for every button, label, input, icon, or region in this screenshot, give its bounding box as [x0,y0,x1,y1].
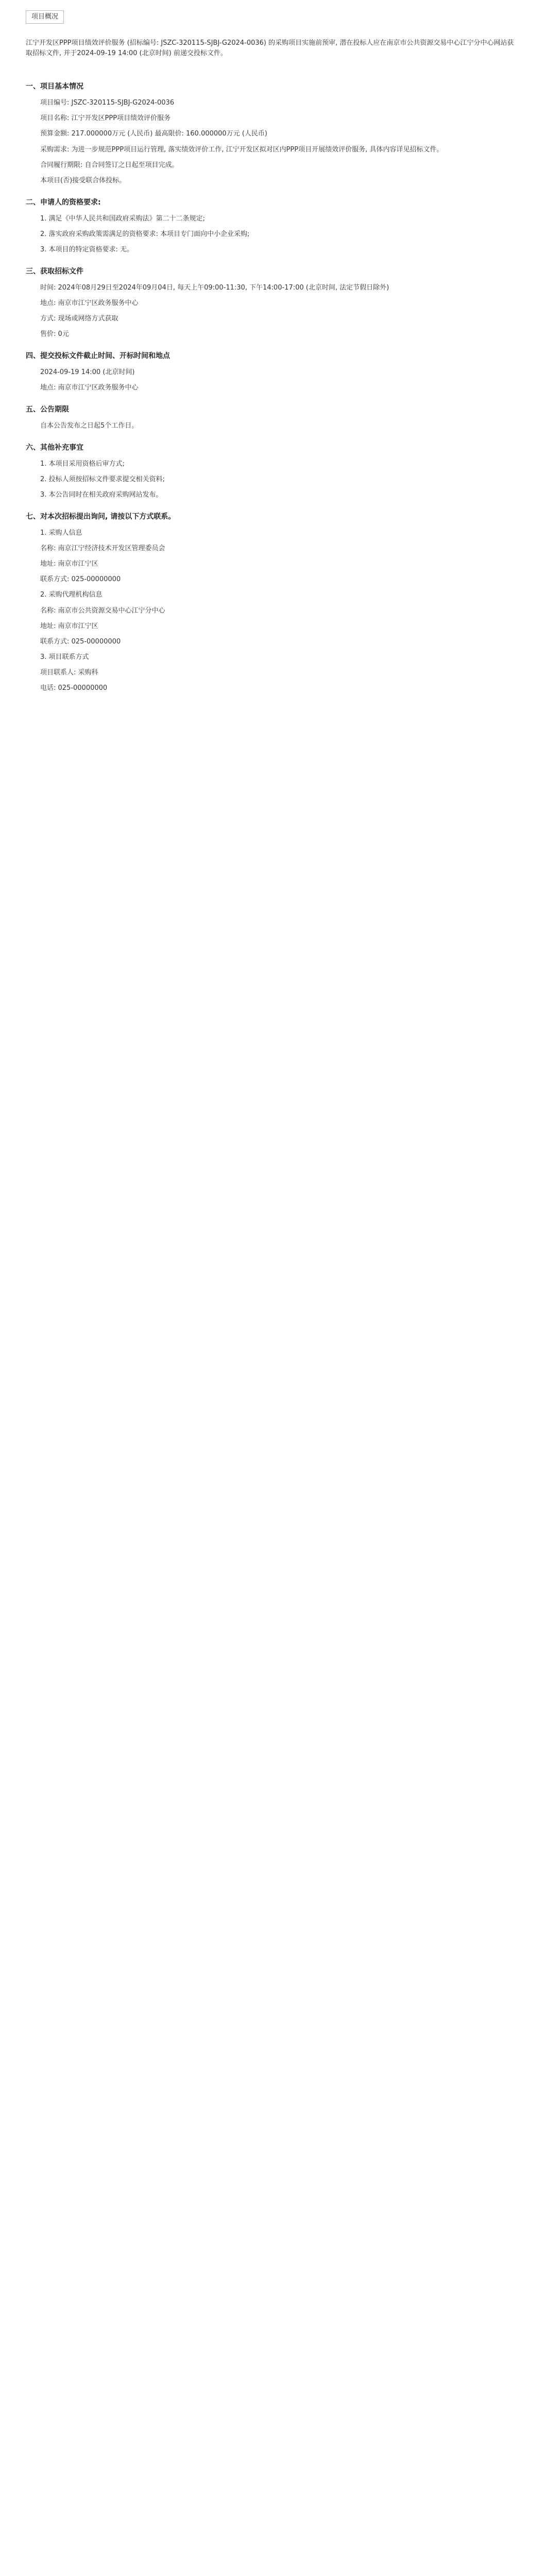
section-1-row: 项目编号: JSZC-320115-SJBJ-G2024-0036 [40,99,175,107]
section-title-3: 三、获取招标文件 [26,267,83,276]
spacer [26,64,517,70]
section-1-row: 合同履行期限: 自合同签订之日起至项目完成。 [40,161,179,169]
section-title-1: 一、项目基本情况 [26,82,83,91]
section-7-row: 2. 采购代理机构信息 [40,591,103,599]
section-2-body [26,214,517,255]
section-3-body [26,283,517,340]
section-4-body [26,367,517,393]
section-6-row: 1. 本项目采用资格后审方式; [40,460,125,468]
section-6-row: 3. 本公告同时在相关政府采购网站发布。 [40,491,163,499]
section-7-row: 联系方式: 025-00000000 [40,575,121,584]
section-7-body [26,528,517,694]
section-6-row: 2. 投标人须按招标文件要求提交相关资料; [40,475,165,483]
section-7-row: 3. 项目联系方式 [40,653,89,662]
section-3-row: 地点: 南京市江宁区政务服务中心 [40,299,139,307]
section-7-row: 联系方式: 025-00000000 [40,637,121,646]
section-4-row: 地点: 南京市江宁区政务服务中心 [40,384,139,392]
section-7-row: 项目联系人: 采购科 [40,669,98,677]
section-1-body [26,98,517,186]
section-1-row: 采购需求: 为进一步规范PPP项目运行管理, 落实绩效评价工作, 江宁开发区拟对区内PPP项目开展绩效评价服务, 具体内容详见招标文件。 [40,145,444,154]
section-7-row: 1. 采购人信息 [40,529,82,537]
announcement-content [26,10,517,699]
section-2-row: 2. 落实政府采购政策需满足的资格要求: 本项目专门面向中小企业采购; [40,230,250,238]
section-7-row: 名称: 南京市公共资源交易中心江宁分中心 [40,606,165,615]
section-title-5: 五、公告期限 [26,405,69,414]
section-3-row: 售价: 0元 [40,330,69,338]
section-1-row: 本项目(否)接受联合体投标。 [40,176,126,184]
section-5-body [26,421,517,431]
section-7-row: 电话: 025-00000000 [40,684,108,692]
section-title-4: 四、提交投标文件截止时间、开标时间和地点 [26,352,170,361]
section-title-2: 二、申请人的资格要求: [26,198,101,207]
section-title-7: 七、对本次招标提出询问, 请按以下方式联系。 [26,513,176,521]
section-1-row: 预算金额: 217.000000万元 (人民币) 最高限价: 160.000000万元 (人民币) [40,130,267,138]
section-7-row: 地址: 南京市江宁区 [40,622,98,630]
section-6-body [26,459,517,500]
section-5-row: 自本公告发布之日起5个工作日。 [40,421,139,430]
section-3-row: 方式: 现场或网络方式获取 [40,315,118,323]
section-4-row: 2024-09-19 14:00 (北京时间) [40,368,135,376]
section-7-row: 名称: 南京江宁经济技术开发区管理委员会 [40,545,165,553]
intro-paragraph: 江宁开发区PPP项目绩效评价服务 (招标编号: JSZC-320115-SJBJ-G2024-0036) 的采购项目实施前预审, 潜在投标人应在南京市公共资源交易中心江宁分中心网站获取招标文件, 并于2024-09-19 14:00 (北京时间) 前递交投标文件。 [26,39,514,58]
section-1-row: 项目名称: 江宁开发区PPP项目绩效评价服务 [40,114,171,123]
section-7-row: 地址: 南京市江宁区 [40,560,98,568]
section-3-row: 时间: 2024年08月29日至2024年09月04日, 每天上午09:00-11:30, 下午14:00-17:00 (北京时间, 法定节假日除外) [40,283,389,292]
section-2-row: 3. 本项目的特定资格要求: 无。 [40,245,134,253]
overview-tag: 项目概况 [26,10,64,24]
section-2-row: 1. 满足《中华人民共和国政府采购法》第二十二条规定; [40,214,205,223]
section-title-6: 六、其他补充事宜 [26,444,83,452]
